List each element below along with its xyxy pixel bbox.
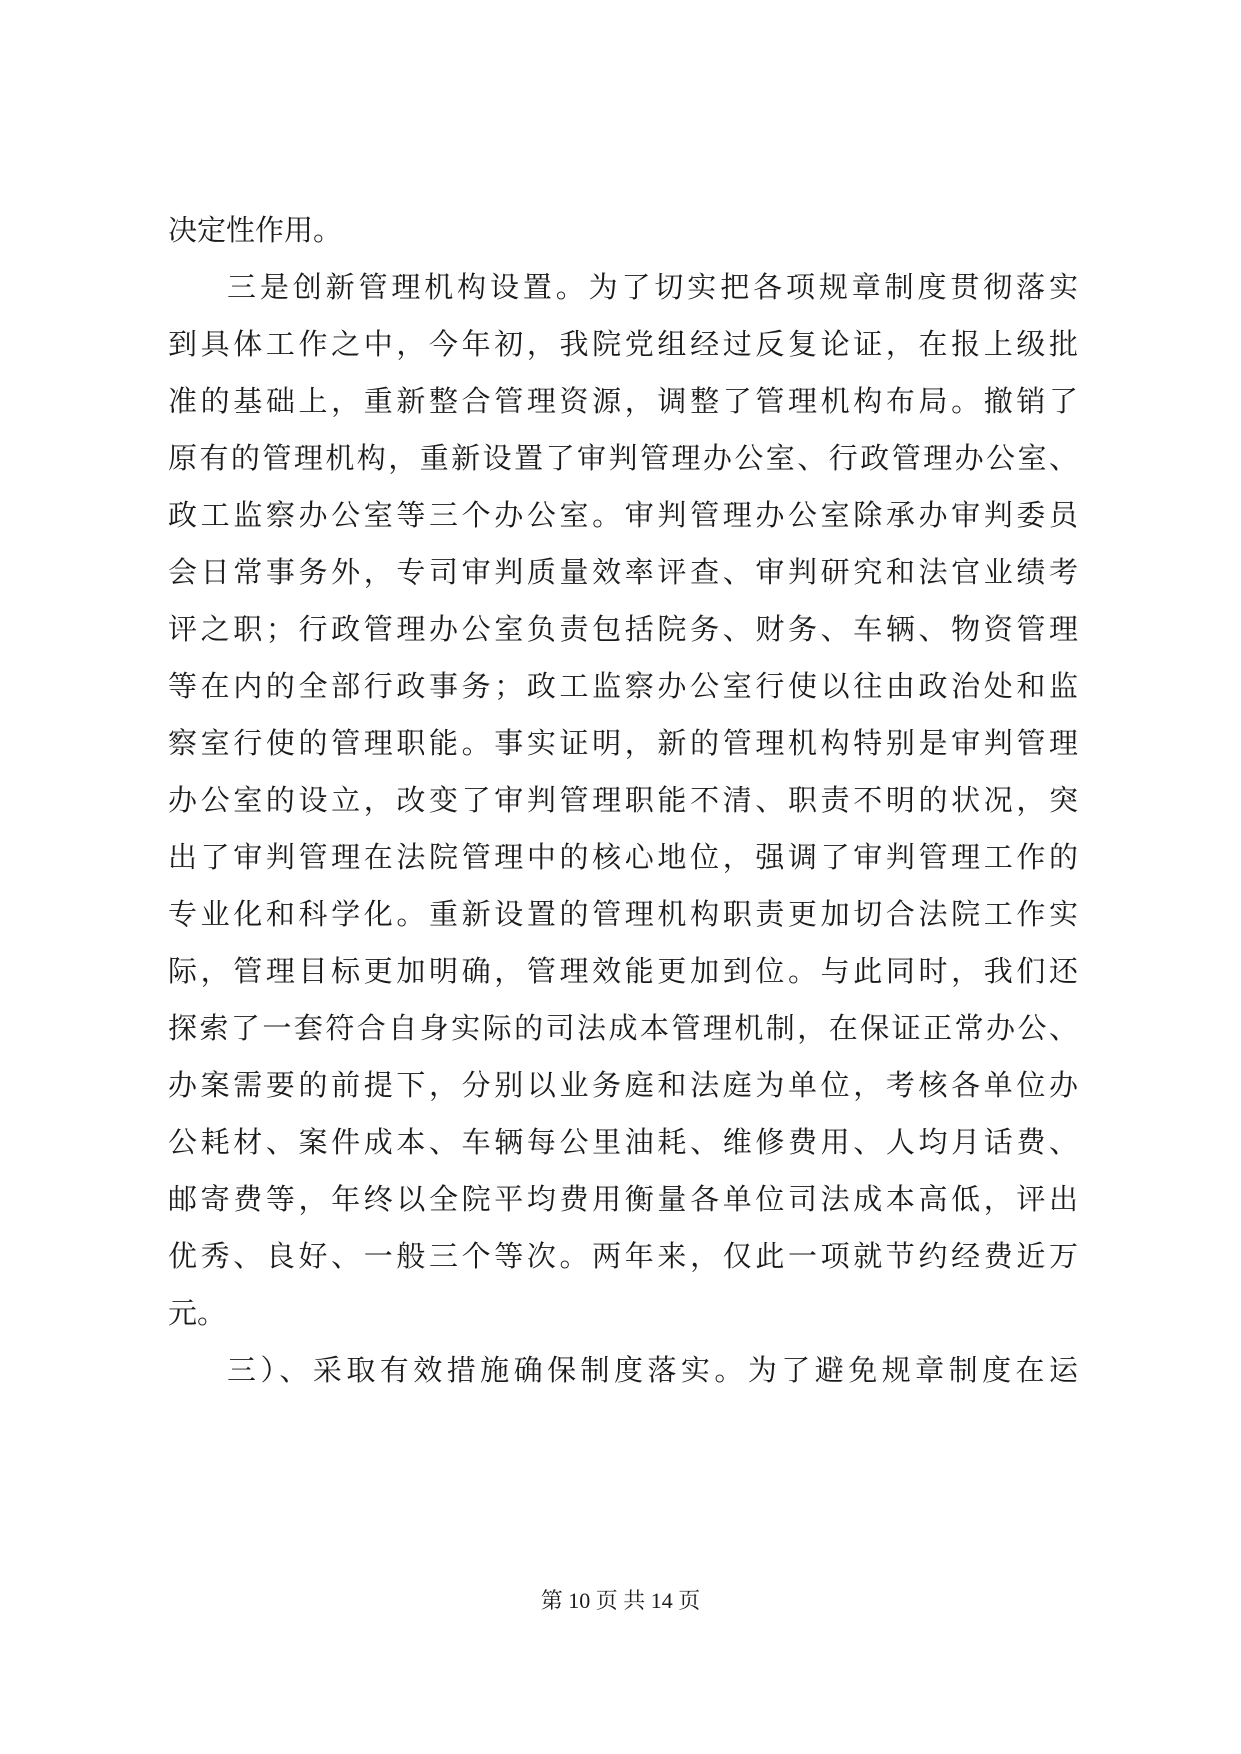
text-line: 三是创新管理机构设置。为了切实把各项规章制度贯彻落实 (227, 270, 1078, 304)
text-line: 评之职；行政管理办公室负责包括院务、财务、车辆、物资管理 (168, 612, 1078, 646)
text-line: 元。 (168, 1296, 227, 1330)
text-line: 出了审判管理在法院管理中的核心地位，强调了审判管理工作的 (168, 840, 1078, 874)
text-line: 准的基础上，重新整合管理资源，调整了管理机构布局。撤销了 (168, 384, 1078, 418)
text-line: 公耗材、案件成本、车辆每公里油耗、维修费用、人均月话费、 (168, 1125, 1078, 1159)
text-line: 决定性作用。 (168, 213, 343, 247)
text-line: 到具体工作之中，今年初，我院党组经过反复论证，在报上级批 (168, 327, 1078, 361)
text-line: 优秀、良好、一般三个等次。两年来，仅此一项就节约经费近万 (168, 1239, 1078, 1273)
text-line: 原有的管理机构，重新设置了审判管理办公室、行政管理办公室、 (168, 441, 1078, 475)
page-number-footer: 第 10 页 共 14 页 (540, 1588, 701, 1613)
text-line: 邮寄费等，年终以全院平均费用衡量各单位司法成本高低，评出 (168, 1182, 1078, 1216)
text-line: 政工监察办公室等三个办公室。审判管理办公室除承办审判委员 (168, 498, 1078, 532)
text-line: 专业化和科学化。重新设置的管理机构职责更加切合法院工作实 (168, 897, 1078, 931)
text-line: 会日常事务外，专司审判质量效率评查、审判研究和法官业绩考 (168, 555, 1078, 589)
text-line: 际，管理目标更加明确，管理效能更加到位。与此同时，我们还 (168, 954, 1078, 988)
text-line: 等在内的全部行政事务；政工监察办公室行使以往由政治处和监 (168, 669, 1078, 703)
text-line: 办案需要的前提下，分别以业务庭和法庭为单位，考核各单位办 (168, 1068, 1078, 1102)
text-line: 办公室的设立，改变了审判管理职能不清、职责不明的状况，突 (168, 783, 1078, 817)
text-line: 察室行使的管理职能。事实证明，新的管理机构特别是审判管理 (168, 726, 1078, 760)
text-line: 三）、采取有效措施确保制度落实。为了避免规章制度在运 (227, 1353, 1078, 1387)
text-line: 探索了一套符合自身实际的司法成本管理机制，在保证正常办公、 (168, 1011, 1078, 1045)
